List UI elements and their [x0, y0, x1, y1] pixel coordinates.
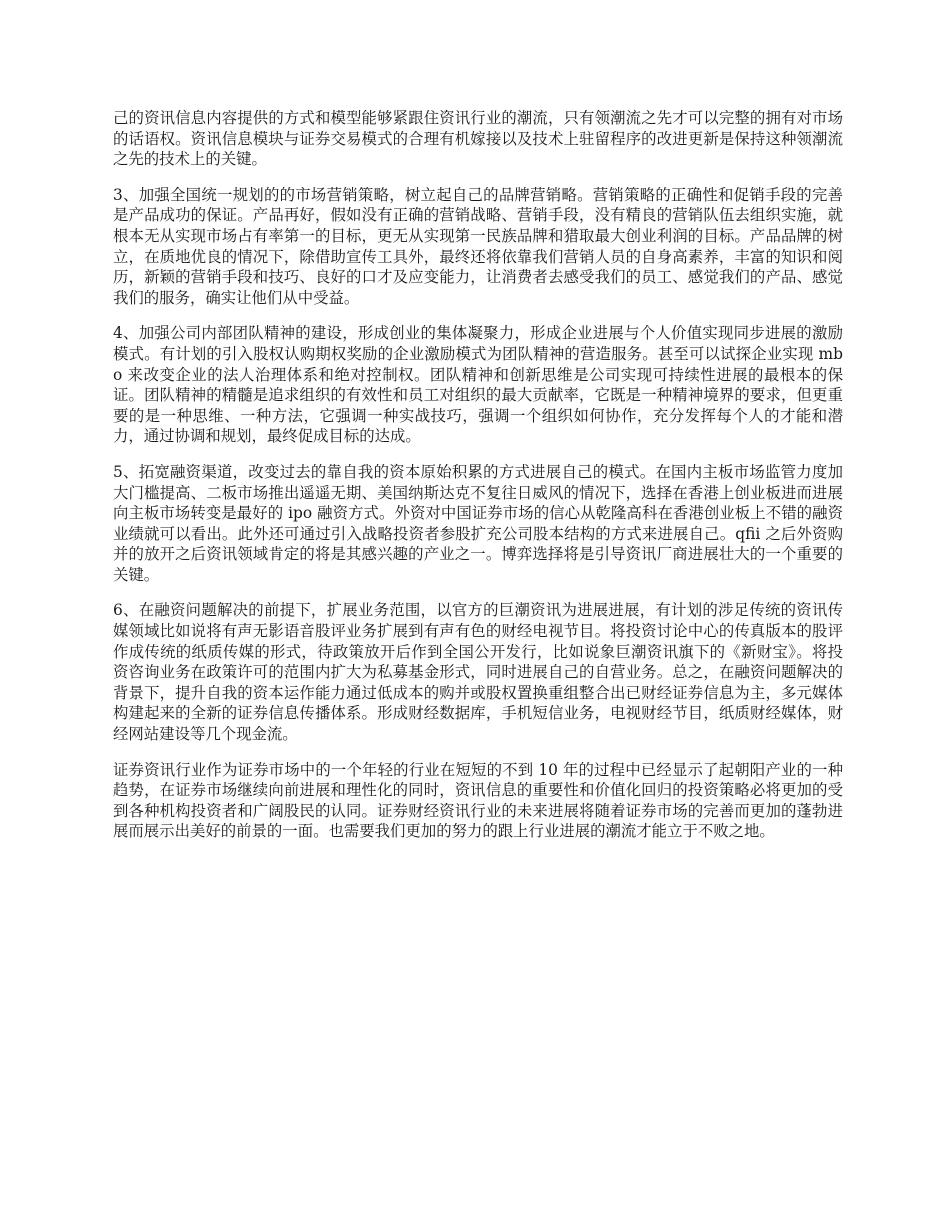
paragraph-point-4: 4、加强公司内部团队精神的建设，形成创业的集体凝聚力，形成企业进展与个人价值实现同步进展的激励模式。有计划的引入股权认购期权奖励的企业激励模式为团队精神的营造服务。甚至可以试探企业实现 mbo 来改变企业的法人治理体系和绝对控制权。团队精神和创新思维是公司实现可持续性进展的最根本的保证。团队精神的精髓是追求组织的有效性和员工对组织的最大贡献率，它既是一种精神境界的要求，但更重要的是一种思维、一种方法，它强调一种实战技巧，强调一个组织如何协作，充分发挥每个人的才能和潜力，通过协调和规划，最终促成目标的达成。 — [113, 324, 843, 446]
paragraph-point-5: 5、拓宽融资渠道，改变过去的靠自我的资本原始积累的方式进展自己的模式。在国内主板市场监管力度加大门槛提高、二板市场推出遥遥无期、美国纳斯达克不复往日威风的情况下，选择在香港上创业板进而进展向主板市场转变是最好的 ipo 融资方式。外资对中国证券市场的信心从乾隆高科在香港创业板上不错的融资业绩就可以看出。此外还可通过引入战略投资者参股扩充公司股本结构的方式来进展自己。qfii 之后外资购并的放开之后资讯领域肯定的将是其感兴趣的产业之一。博弈选择将是引导资讯厂商进展壮大的一个重要的关键。 — [113, 462, 843, 584]
paragraph-conclusion: 证券资讯行业作为证券市场中的一个年轻的行业在短短的不到 10 年的过程中已经显示了起朝阳产业的一种趋势，在证券市场继续向前进展和理性化的同时，资讯信息的重要性和价值化回归的投资策略必将更加的受到各种机构投资者和广阔股民的认同。证券财经资讯行业的未来进展将随着证券市场的完善而更加的蓬勃进展而展示出美好的前景的一面。也需要我们更加的努力的跟上行业进展的潮流才能立于不败之地。 — [113, 760, 843, 841]
paragraph-point-6: 6、在融资问题解决的前提下，扩展业务范围，以官方的巨潮资讯为进展进展，有计划的涉足传统的资讯传媒领域比如说将有声无影语音股评业务扩展到有声有色的财经电视节目。将投资讨论中心的传真版本的股评作成传统的纸质传媒的形式，待政策放开后作到全国公开发行，比如说象巨潮资讯旗下的《新财宝》。将投资咨询业务在政策许可的范围内扩大为私募基金形式，同时进展自己的自营业务。总之，在融资问题解决的背景下，提升自我的资本运作能力通过低成本的购并或股权置换重组整合出已财经证券信息为主，多元媒体构建起来的全新的证券信息传播体系。形成财经数据库，手机短信业务，电视财经节目，纸质财经媒体，财经网站建设等几个现金流。 — [113, 601, 843, 744]
paragraph-point-3: 3、加强全国统一规划的的市场营销策略，树立起自己的品牌营销略。营销策略的正确性和促销手段的完善是产品成功的保证。产品再好，假如没有正确的营销战略、营销手段，没有精良的营销队伍去组织实施，就根本无从实现市场占有率第一的目标，更无从实现第一民族品牌和猎取最大创业利润的目标。产品品牌的树立，在质地优良的情况下，除借助宣传工具外，最终还将依靠我们营销人员的自身高素养，丰富的知识和阅历，新颖的营销手段和技巧、良好的口才及应变能力，让消费者去感受我们的员工、感觉我们的产品、感觉我们的服务，确实让他们从中受益。 — [113, 185, 843, 307]
paragraph-intro-continued: 己的资讯信息内容提供的方式和模型能够紧跟住资讯行业的潮流，只有领潮流之先才可以完整的拥有对市场的话语权。资讯信息模块与证券交易模式的合理有机嫁接以及技术上驻留程序的改进更新是保持这种领潮流之先的技术上的关键。 — [113, 109, 843, 169]
document-body — [113, 108, 843, 857]
